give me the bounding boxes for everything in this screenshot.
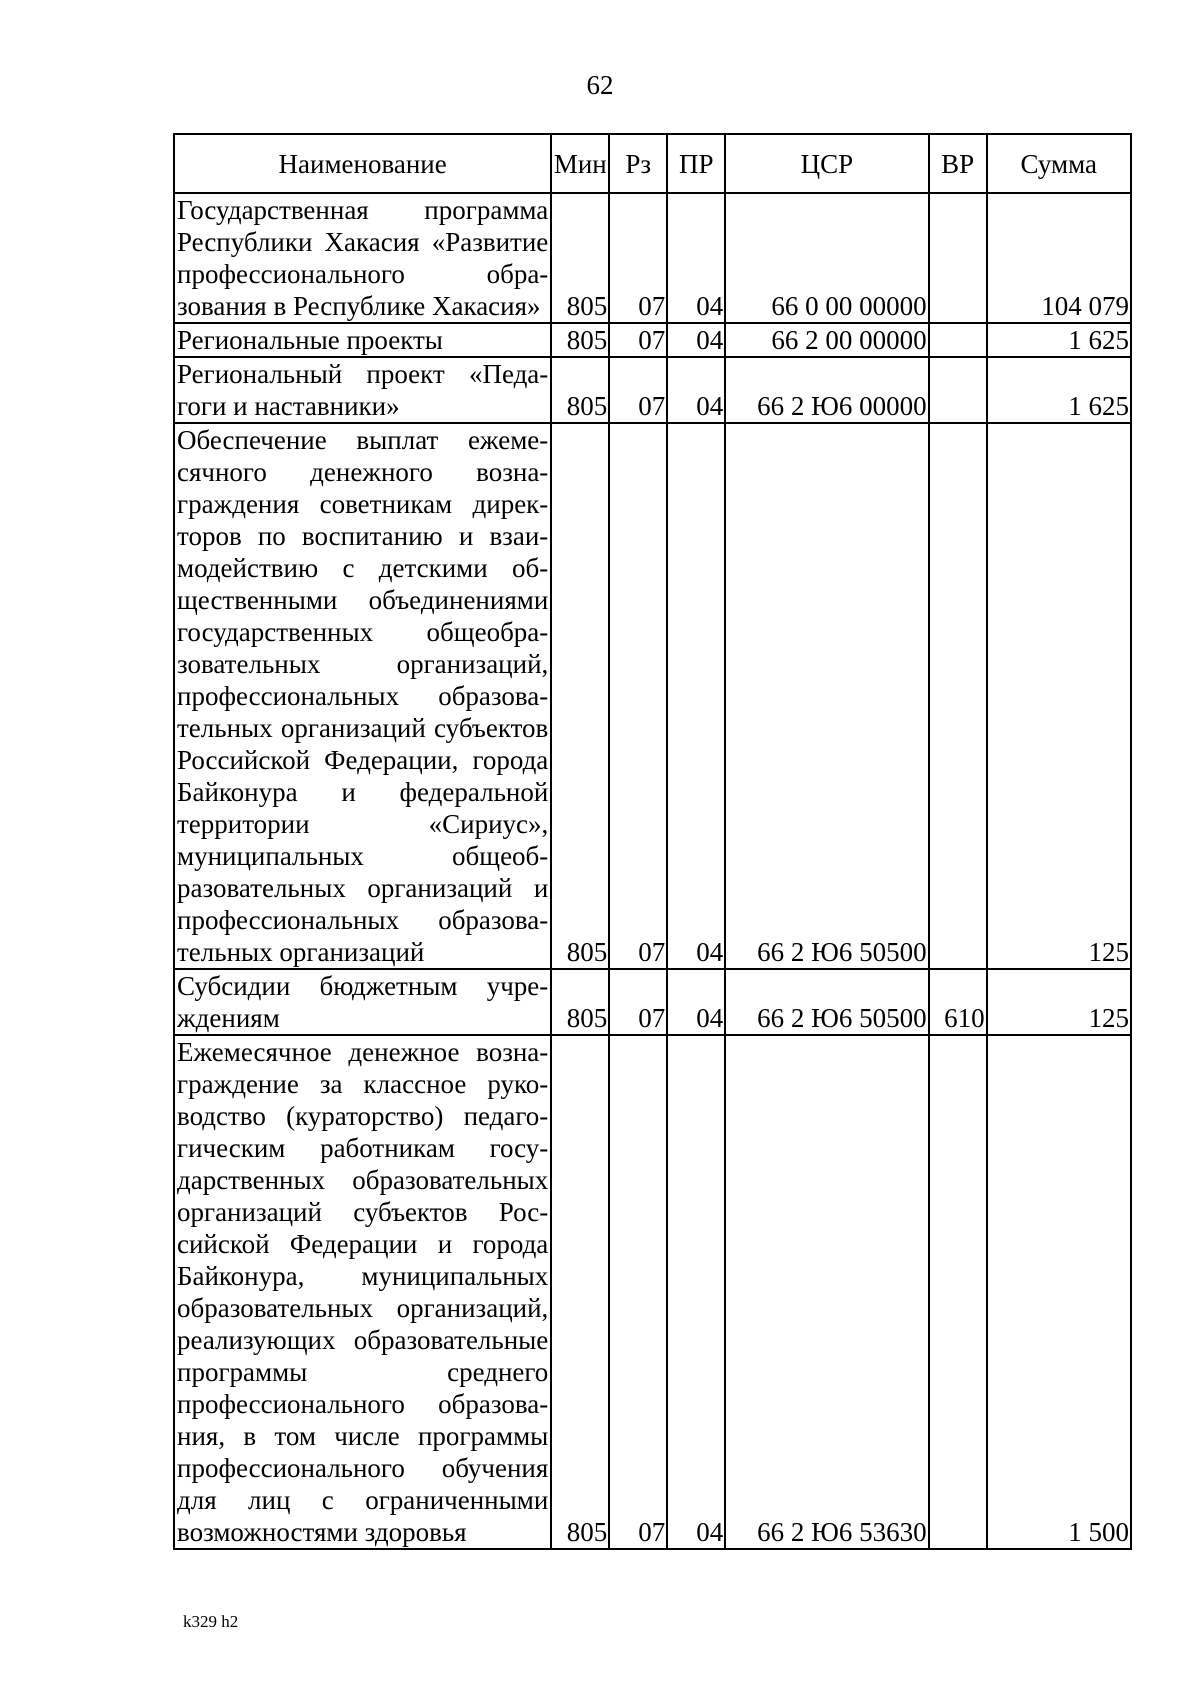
- row-vr: [929, 423, 987, 969]
- row-min: 805: [551, 357, 609, 423]
- row-name: Обеспечение выплат ежемесячного денежного вознаграждения советникам директоров по воспитанию и взаимодействию с детскими общественными объединениями государственных общеобразовательных организаций, профессиональных образовательных организаций субъектов Российской Федерации, города Байконура и федеральной территории «Сириус», муниципальных общеобразовательных организаций и профессиональных образовательных организаций: [174, 423, 551, 969]
- row-csr: 66 2 Ю6 50500: [725, 423, 928, 969]
- header-csr: ЦСР: [725, 134, 928, 193]
- header-vr: ВР: [929, 134, 987, 193]
- row-rz: 07: [609, 323, 667, 357]
- header-name: Наименование: [174, 134, 551, 193]
- table-row: [174, 1035, 1131, 1549]
- footer-document-code: k329 h2: [183, 1612, 239, 1631]
- row-sum: 125: [987, 423, 1131, 969]
- row-vr: 610: [929, 969, 987, 1035]
- row-pr: 04: [667, 1035, 725, 1549]
- header-sum: Сумма: [987, 134, 1131, 193]
- row-pr: 04: [667, 423, 725, 969]
- row-csr: 66 2 Ю6 50500: [725, 969, 928, 1035]
- row-sum: 1 625: [987, 323, 1131, 357]
- row-rz: 07: [609, 423, 667, 969]
- row-pr: 04: [667, 357, 725, 423]
- row-pr: 04: [667, 323, 725, 357]
- table-row: [174, 193, 1131, 323]
- row-vr: [929, 1035, 987, 1549]
- table-row: [174, 357, 1131, 423]
- header-pr: ПР: [667, 134, 725, 193]
- row-vr: [929, 193, 987, 323]
- budget-table: [173, 133, 1132, 1550]
- table-header-row: [174, 134, 1131, 193]
- row-csr: 66 2 00 00000: [725, 323, 928, 357]
- row-name: Ежемесячное денежное вознаграждение за классное руководство (кураторство) педагогическим работникам государственных образовательных организаций субъектов Российской Федерации и города Байконура, муниципальных образовательных организаций, реализующих образовательные программы среднего профессионального образования, в том числе программы профессионального обучения для лиц с ограниченными возможностями здоровья: [174, 1035, 551, 1549]
- table-row: [174, 323, 1131, 357]
- row-rz: 07: [609, 1035, 667, 1549]
- row-sum: 104 079: [987, 193, 1131, 323]
- row-min: 805: [551, 193, 609, 323]
- row-name: Региональный проект «Педагоги и наставники»: [174, 357, 551, 423]
- row-vr: [929, 323, 987, 357]
- row-rz: 07: [609, 193, 667, 323]
- header-rz: Рз: [609, 134, 667, 193]
- row-rz: 07: [609, 969, 667, 1035]
- table-row: [174, 969, 1131, 1035]
- row-sum: 125: [987, 969, 1131, 1035]
- row-name: Региональные проекты: [174, 323, 551, 357]
- row-csr: 66 0 00 00000: [725, 193, 928, 323]
- header-min: Мин: [551, 134, 609, 193]
- row-sum: 1 500: [987, 1035, 1131, 1549]
- row-min: 805: [551, 969, 609, 1035]
- page-number: 62: [586, 70, 614, 100]
- row-min: 805: [551, 423, 609, 969]
- row-sum: 1 625: [987, 357, 1131, 423]
- row-vr: [929, 357, 987, 423]
- row-name: Государственная программа Республики Хакасия «Развитие профессионального образования в Республике Хакасия»: [174, 193, 551, 323]
- row-csr: 66 2 Ю6 53630: [725, 1035, 928, 1549]
- row-csr: 66 2 Ю6 00000: [725, 357, 928, 423]
- row-rz: 07: [609, 357, 667, 423]
- table-row: [174, 423, 1131, 969]
- row-name: Субсидии бюджетным учреждениям: [174, 969, 551, 1035]
- row-pr: 04: [667, 193, 725, 323]
- row-pr: 04: [667, 969, 725, 1035]
- row-min: 805: [551, 1035, 609, 1549]
- row-min: 805: [551, 323, 609, 357]
